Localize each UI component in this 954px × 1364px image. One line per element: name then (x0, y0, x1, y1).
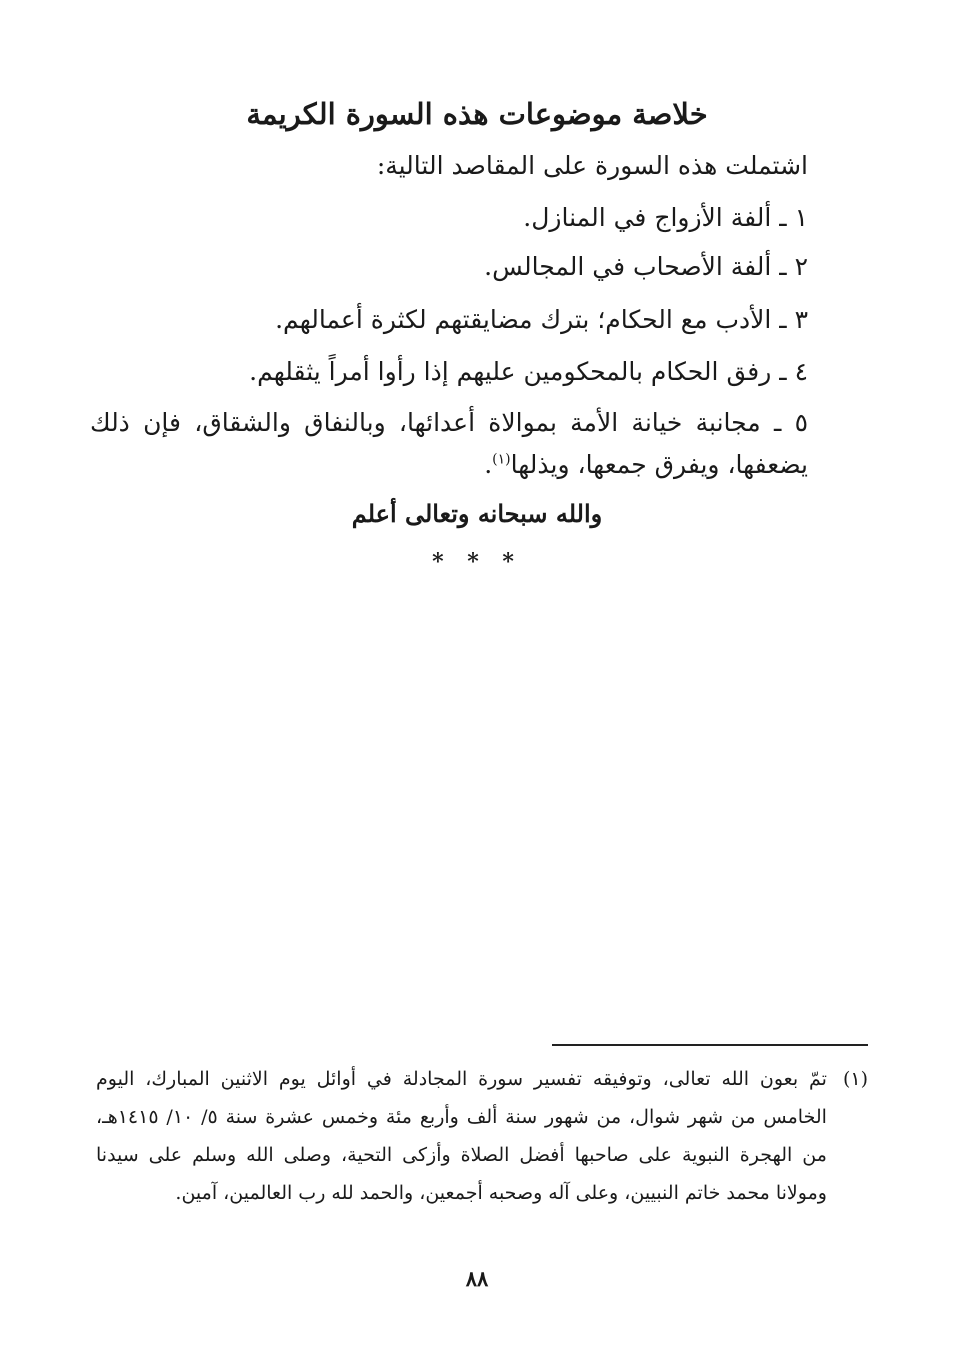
list-item (90, 402, 808, 486)
item-number: ٤ ـ (779, 357, 808, 386)
item-number: ١ ـ (779, 203, 808, 232)
footnote-reference[interactable]: (١) (492, 451, 511, 468)
item-text: رفق الحكام بالمحكومين عليهم إذا رأوا أمراً يثقلهم. (249, 357, 772, 386)
list-item (90, 198, 808, 238)
intro-paragraph: اشتملت هذه السورة على المقاصد التالية: (376, 151, 808, 180)
item-text: ألفة الأصحاب في المجالس. (484, 252, 772, 281)
item-text: ألفة الأزواج في المنازل. (523, 203, 772, 232)
footnote-divider (552, 1044, 868, 1046)
closing-phrase: والله سبحانه وتعالى أعلم (351, 499, 603, 528)
page-number: ٨٨ (465, 1266, 489, 1291)
section-title: خلاصة موضوعات هذه السورة الكريمة (246, 97, 708, 131)
list-item (90, 247, 808, 287)
list-item (90, 352, 808, 392)
footnote (96, 1060, 868, 1212)
item-number: ٣ ـ (779, 305, 808, 334)
item-text: مجانبة خيانة الأمة بموالاة أعدائها، وبالنفاق والشقاق، فإن ذلك يضعفها، ويفرق جمعها، ويذلها (90, 408, 808, 479)
section-separator: * * * (432, 549, 522, 575)
item-number: ٢ ـ (779, 252, 808, 281)
list-item (90, 300, 808, 340)
item-text: الأدب مع الحكام؛ بترك مضايقتهم لكثرة أعمالهم. (275, 305, 772, 334)
item-number: ٥ ـ (773, 408, 808, 437)
item-end-punctuation: . (484, 450, 493, 479)
footnote-text: تمّ بعون الله تعالى، وتوفيقه تفسير سورة المجادلة في أوائل يوم الاثنين المبارك، اليوم الخامس من شهر شوال، من شهور سنة ألف وأربع مئة وخمس عشرة سنة ٥/ ١٠/ ١٤١٥هـ، من الهجرة النبوية على صاحبها أفضل الصلاة وأزكى التحية، وصلى الله وسلم على سيدنا ومولانا محمد خاتم النبيين، وعلى آله وصحبه أجمعين، والحمد لله رب العالمين، آمين. (96, 1068, 827, 1204)
footnote-marker: (١) (842, 1068, 868, 1090)
